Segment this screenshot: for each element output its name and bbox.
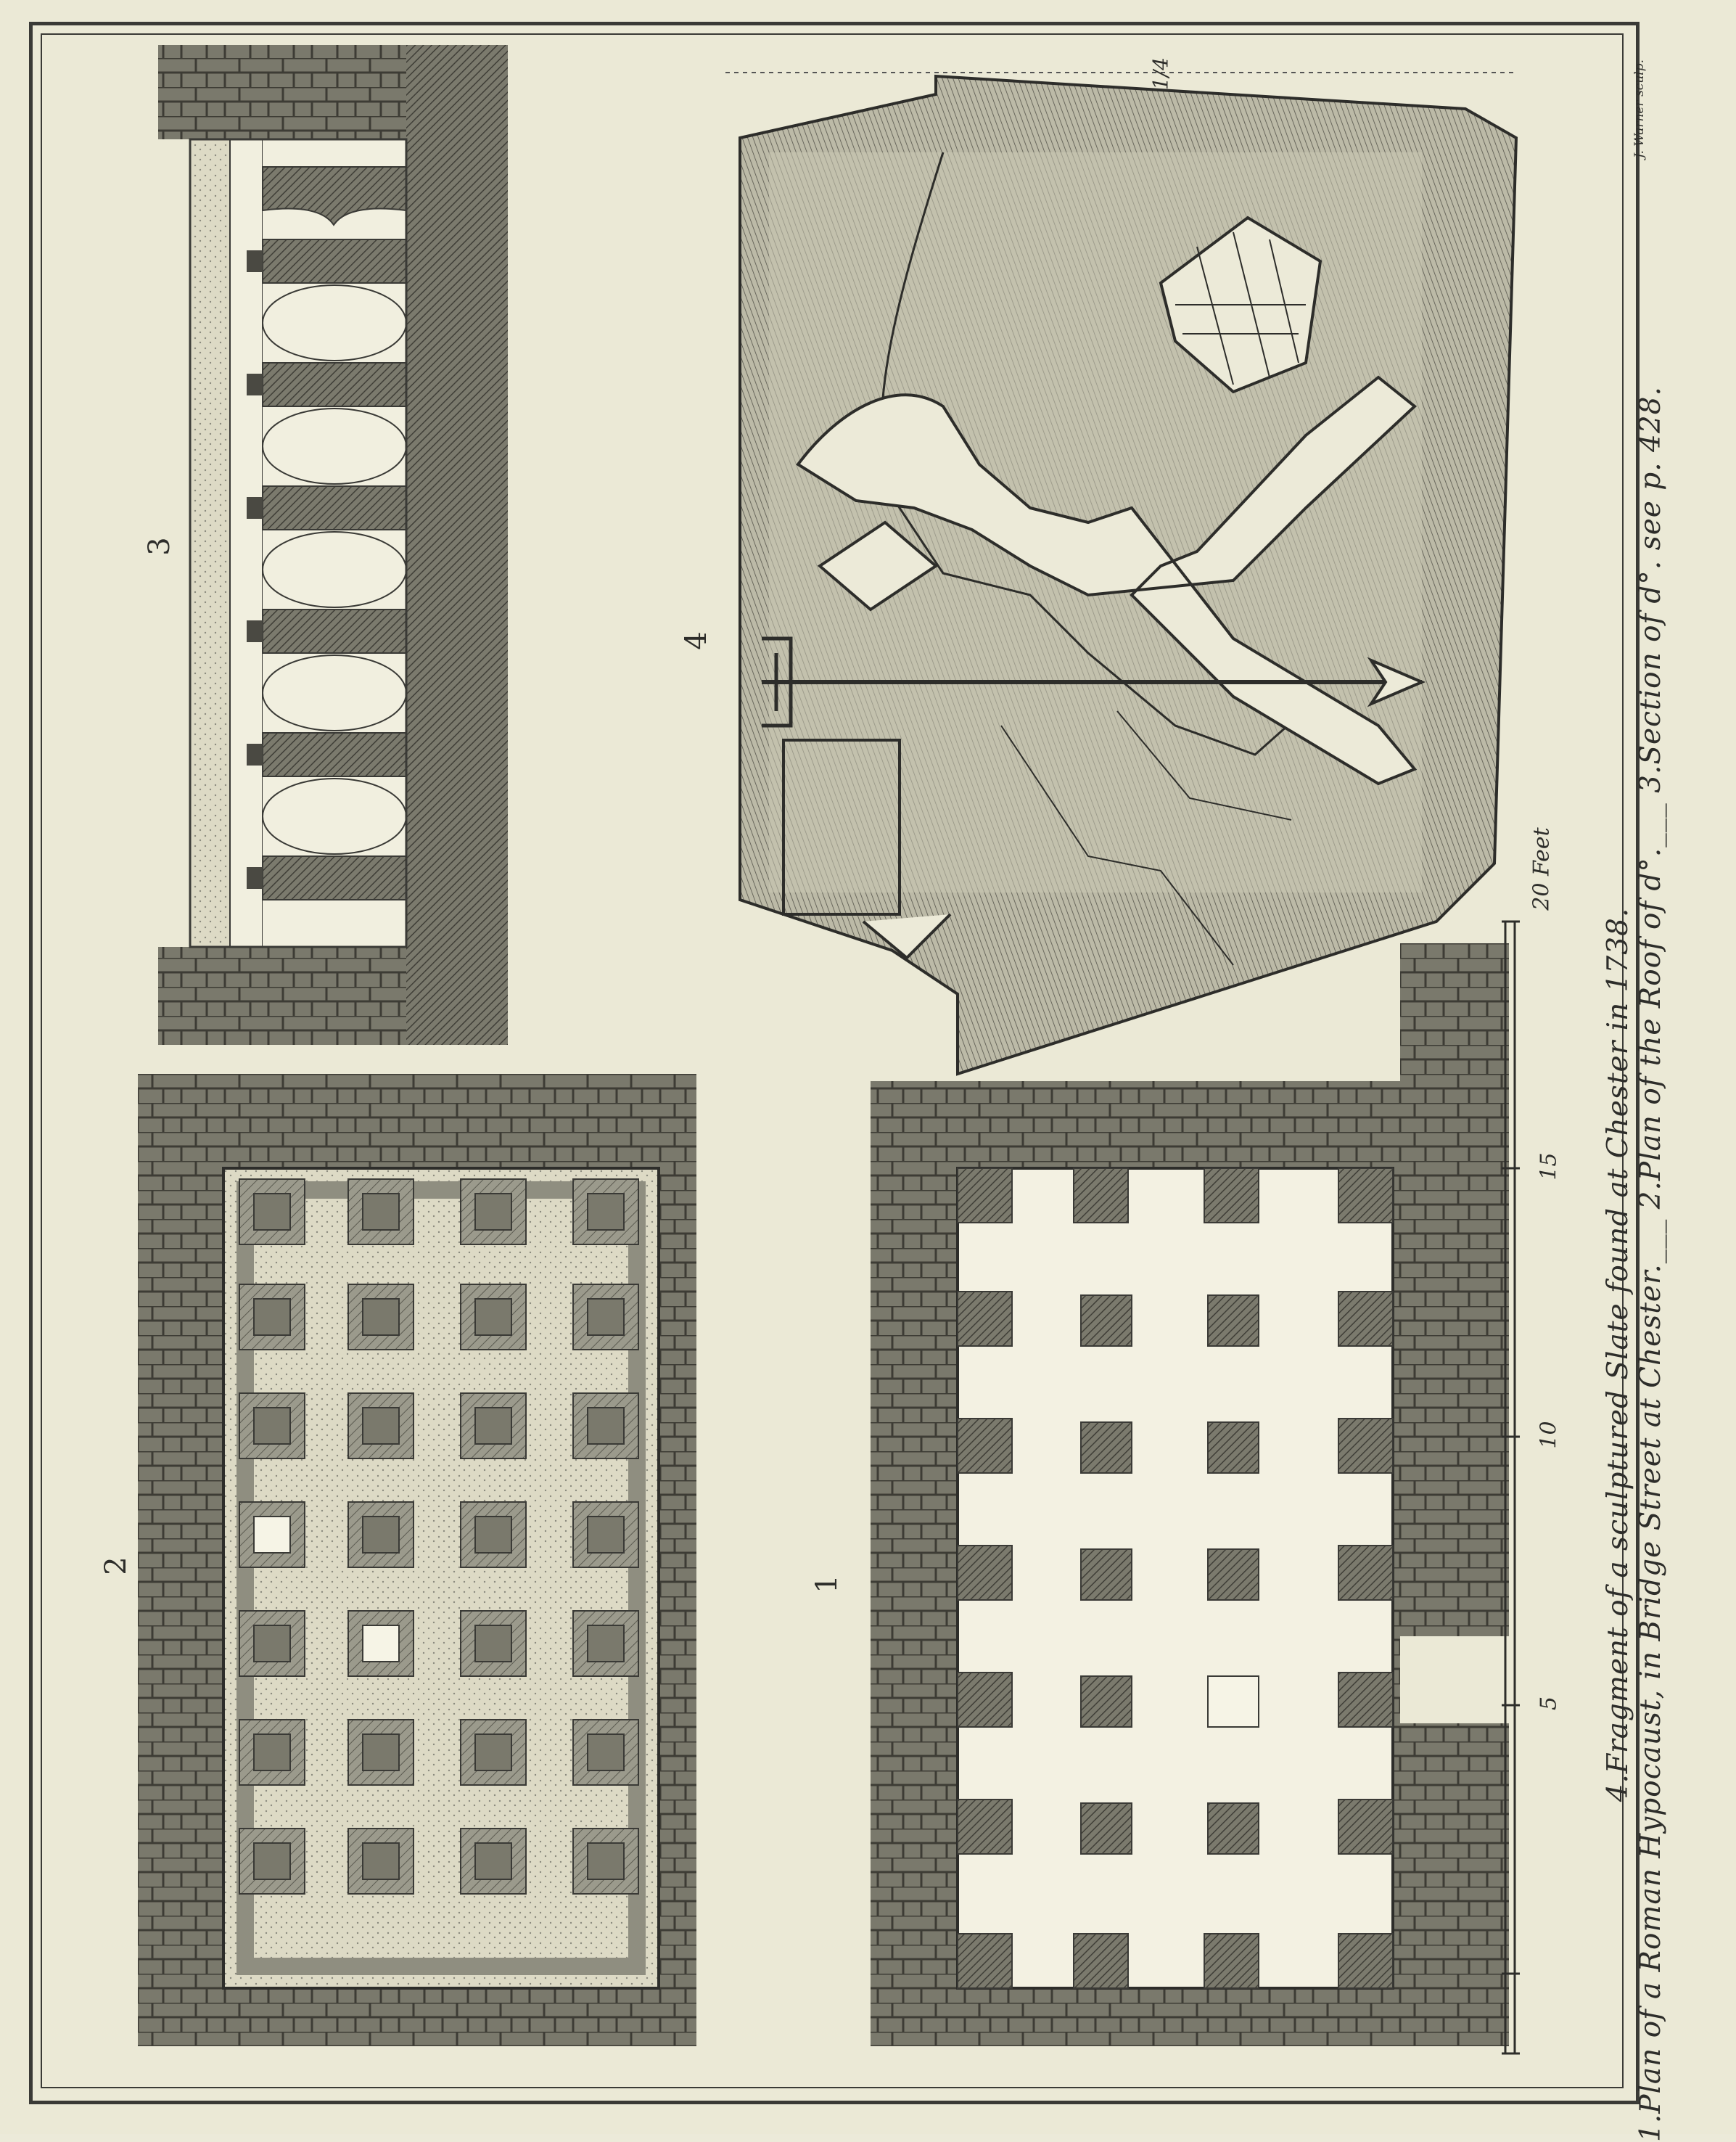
- figure-4-label: 4: [680, 631, 713, 650]
- dimension-label: 1/4: [1148, 57, 1173, 91]
- figure-2-roof-plan: [138, 1074, 696, 2046]
- scale-tick-10: 10: [1536, 1421, 1562, 1449]
- figure-1-hypocaust-plan: [871, 943, 1509, 2046]
- scale-bar: [1502, 922, 1520, 2053]
- figure-3-label: 3: [143, 537, 176, 556]
- caption-line-2: 4.Fragment of a sculptured Slate found at Chester in 1738.: [1602, 907, 1634, 1802]
- figure-2-label: 2: [99, 1556, 133, 1575]
- engraver-credit: J. Warner sculp.: [1632, 59, 1647, 159]
- scale-tick-15: 15: [1536, 1152, 1562, 1181]
- caption-line-1: 1.Plan of a Roman Hypocaust, in Bridge Street at Chester.___ 2.Plan of the Roof of d°.___ 3.Section of d°. see p. 428.: [1634, 386, 1667, 2142]
- scale-tick-5: 5: [1536, 1696, 1562, 1711]
- figure-1-label: 1: [810, 1575, 844, 1593]
- figure-3-section: [158, 45, 508, 1045]
- figure-4-sculptured-slate: [725, 73, 1516, 1074]
- scale-tick-20: 20 Feet: [1529, 827, 1555, 911]
